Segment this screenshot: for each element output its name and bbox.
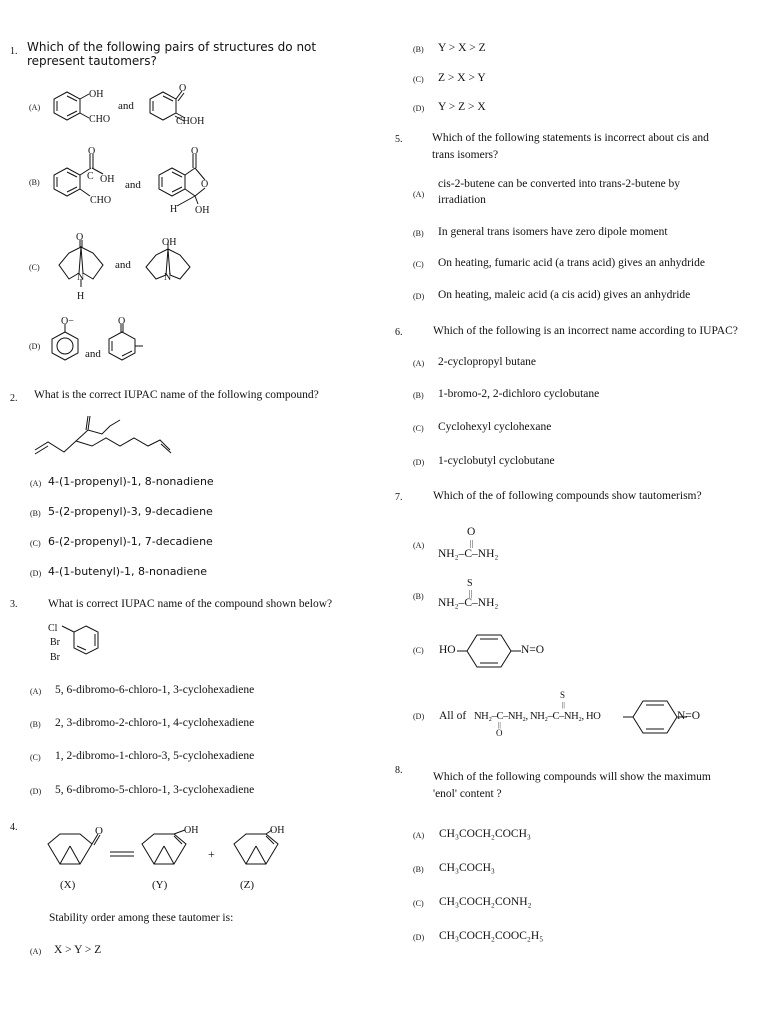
q1c-h: H: [77, 291, 85, 302]
q6-option-b-text: 1-bromo-2, 2-dichloro cyclobutane: [438, 388, 600, 400]
q1-option-a-label: (A): [29, 103, 41, 112]
q7-text: Which of the of following compounds show tautomerism?: [433, 490, 702, 502]
q1-option-d-label: (D): [29, 342, 41, 351]
q6-option-d[interactable]: [413, 455, 753, 471]
q1-option-d-structure: [45, 316, 155, 368]
q6-option-c[interactable]: [413, 421, 753, 437]
q7-option-b-double-bond: ||: [469, 589, 473, 598]
q1c-oh: OH: [162, 237, 177, 248]
q5-option-d[interactable]: [413, 289, 753, 305]
q7-option-c-no: N=O: [521, 644, 545, 656]
q5-option-a-line2: irradiation: [438, 194, 486, 206]
q8-option-a-label: (A): [413, 831, 425, 840]
q3-option-d-text: 5, 6-dibromo-5-chloro-1, 3-cyclohexadiene: [55, 784, 255, 796]
q8-option-a-text: CH₃COCH₂COCH₃: [439, 828, 531, 840]
q7-option-b[interactable]: [413, 578, 613, 616]
q7-option-d-prefix: All of: [439, 710, 467, 722]
q1d-and: and: [85, 348, 101, 360]
q7-option-b-label: (B): [413, 592, 424, 601]
q4-option-a-text: X > Y > Z: [54, 944, 102, 956]
q7-option-d-o-bond: ||: [498, 721, 501, 729]
q3-option-a-label: (A): [30, 687, 42, 696]
q5-option-c-text: On heating, fumaric acid (a trans acid) gives an anhydride: [438, 257, 705, 269]
q2-option-d-text: 4-(1-butenyl)-1, 8-nonadiene: [48, 565, 207, 578]
q1c-n: N: [77, 272, 85, 283]
q1-number: 1.: [10, 46, 18, 57]
q3-option-b-label: (B): [30, 720, 41, 729]
q8-option-d[interactable]: [413, 930, 713, 946]
q1b-oh2: OH: [195, 205, 210, 216]
q1a-and: and: [118, 100, 134, 112]
q8-line2: 'enol' content ?: [433, 788, 502, 800]
q8-option-c-text: CH₃COCH₂CONH₂: [439, 896, 532, 908]
q6-option-a-label: (A): [413, 359, 425, 368]
q7-option-a-double-bond: ||: [470, 539, 474, 548]
q5-option-a-line1: cis-2-butene can be converted into trans-2-butene by: [438, 178, 681, 190]
q1d-o-minus: O−: [61, 316, 74, 327]
q7-option-a[interactable]: [413, 526, 613, 564]
q1b-ring-o: O: [201, 179, 209, 190]
q2-option-c-label: (C): [30, 539, 41, 548]
q1b-h: H: [170, 204, 178, 215]
q2-text: What is the correct IUPAC name of the following compound?: [34, 389, 319, 401]
q1b-cho: CHO: [90, 195, 112, 206]
q4-x-label: (X): [60, 879, 76, 891]
q2-number: 2.: [10, 393, 18, 404]
q5-option-b-text: In general trans isomers have zero dipole moment: [438, 226, 668, 238]
q4-oh1: OH: [184, 825, 199, 836]
q4-y-label: (Y): [152, 879, 168, 891]
q3-option-b-text: 2, 3-dibromo-2-chloro-1, 4-cyclohexadiene: [55, 717, 255, 729]
q1-text: Which of the following pairs of structures do not represent tautomers?: [27, 40, 317, 68]
q7-option-d-s: S: [560, 690, 566, 700]
q4-text: Stability order among these tautomer is:: [49, 912, 234, 924]
q1-option-a-structure: [45, 82, 220, 130]
q6-option-d-label: (D): [413, 458, 425, 467]
q7-number: 7.: [395, 492, 403, 503]
q4-z-label: (Z): [240, 879, 255, 891]
q5-option-b-label: (B): [413, 229, 424, 238]
q1c-n2: N: [164, 272, 172, 283]
q3-number: 3.: [10, 599, 18, 610]
q1b-oh: OH: [100, 174, 115, 185]
q8-option-b-text: CH₃COCH₃: [439, 862, 495, 874]
q5-option-d-text: On heating, maleic acid (a cis acid) gives an anhydride: [438, 289, 691, 301]
q4-o: O: [95, 825, 103, 837]
q7-option-d-label: (D): [413, 712, 425, 721]
q1b-c: C: [87, 171, 94, 182]
q3-option-a-text: 5, 6-dibromo-6-chloro-1, 3-cyclohexadiene: [55, 684, 255, 696]
q2-option-b-text: 5-(2-propenyl)-3, 9-decadiene: [48, 505, 213, 518]
q8-line1: Which of the following compounds will show the maximum: [433, 771, 711, 783]
q4-option-b-text: Y > X > Z: [438, 42, 486, 54]
q1b-and: and: [125, 179, 141, 191]
q5-option-a-label: (A): [413, 190, 425, 199]
q8-option-d-text: CH₃COCH₂COOC₂H₅: [439, 930, 544, 942]
q1-option-b-structure: [45, 146, 220, 221]
q7-option-c[interactable]: [413, 632, 613, 668]
q4-option-c-text: Z > X > Y: [438, 72, 486, 84]
q1-option-c-label: (C): [29, 263, 40, 272]
q3-structure: [48, 620, 118, 668]
q2-option-a-label: (A): [30, 479, 42, 488]
q2-option-b-label: (B): [30, 509, 41, 518]
q2-option-c-text: 6-(2-propenyl)-1, 7-decadiene: [48, 535, 213, 548]
q7-option-c-label: (C): [413, 646, 424, 655]
q3-option-c-label: (C): [30, 753, 41, 762]
q4-option-a[interactable]: [30, 944, 230, 960]
q4-option-c[interactable]: [413, 72, 613, 88]
q4-option-d-label: (D): [413, 104, 425, 113]
q4-plus: +: [208, 847, 215, 861]
q7-option-b-s: S: [467, 578, 473, 589]
q5-option-c[interactable]: [413, 257, 753, 273]
q2-option-a-text: 4-(1-propenyl)-1, 8-nonadiene: [48, 475, 214, 488]
q3-text: What is correct IUPAC name of the compound shown below?: [48, 598, 333, 610]
q4-option-d[interactable]: [413, 101, 613, 117]
q4-number: 4.: [10, 822, 18, 833]
q7-option-d-o: O: [496, 728, 503, 738]
q5-option-c-label: (C): [413, 260, 424, 269]
q6-option-b[interactable]: [413, 388, 753, 404]
q5-option-b[interactable]: [413, 226, 753, 242]
q8-option-c-label: (C): [413, 899, 424, 908]
q7-option-a-label: (A): [413, 541, 425, 550]
q7-option-d-formulas: NH₂–C–NH₂, NH₂–C–NH₂, HO: [474, 711, 601, 722]
q6-text: Which of the following is an incorrect name according to IUPAC?: [433, 325, 738, 337]
q1-option-b-label: (B): [29, 178, 40, 187]
q8-option-d-label: (D): [413, 933, 425, 942]
q4-option-c-label: (C): [413, 75, 424, 84]
q6-option-c-label: (C): [413, 424, 424, 433]
q4-oh2: OH: [270, 825, 285, 836]
q1a-o: O: [179, 83, 187, 94]
q2-structure: [30, 412, 180, 464]
q8-option-b[interactable]: [413, 862, 713, 878]
q1d-o: O: [118, 316, 126, 327]
q1a-cho: CHO: [89, 114, 111, 125]
q4-structure: [40, 822, 300, 894]
q7-option-a-formula: NH₂–C–NH₂: [438, 548, 499, 560]
q5-option-a[interactable]: [413, 178, 753, 212]
q1a-choh: CHOH: [176, 116, 205, 127]
q7-option-d-no: N=O: [677, 710, 701, 722]
q3-option-c-text: 1, 2-dibromo-1-chloro-3, 5-cyclohexadiene: [55, 750, 255, 762]
q2-option-d-label: (D): [30, 569, 42, 578]
q4-option-d-text: Y > Z > X: [438, 101, 486, 113]
q4-option-a-label: (A): [30, 947, 42, 956]
q7-option-c-benzene: [457, 632, 527, 668]
q1-option-c-structure: [45, 232, 220, 307]
q7-option-b-formula: NH₂–C–NH₂: [438, 597, 499, 609]
q3-cl: Cl: [48, 623, 58, 634]
q3-option-d-label: (D): [30, 787, 42, 796]
q3-br1: Br: [50, 637, 60, 648]
q5-option-d-label: (D): [413, 292, 425, 301]
q6-option-a-text: 2-cyclopropyl butane: [438, 356, 537, 368]
q1b-o2: O: [191, 146, 199, 157]
q7-option-c-ho: HO: [439, 644, 456, 656]
q5-line2: trans isomers?: [432, 149, 499, 161]
q1c-and: and: [115, 259, 131, 271]
q8-option-a[interactable]: [413, 828, 713, 844]
q1b-o1: O: [88, 146, 96, 157]
q6-number: 6.: [395, 327, 403, 338]
q3-br2: Br: [50, 652, 60, 663]
q7-option-d[interactable]: [413, 690, 733, 742]
q6-option-d-text: 1-cyclobutyl cyclobutane: [438, 455, 555, 467]
q7-option-a-o: O: [467, 526, 476, 538]
q8-option-c[interactable]: [413, 896, 713, 912]
q1a-oh: OH: [89, 89, 104, 100]
q1c-o: O: [76, 232, 84, 243]
q4-option-b-label: (B): [413, 45, 424, 54]
q6-option-b-label: (B): [413, 391, 424, 400]
q7-option-d-s-bond: ||: [562, 701, 565, 709]
q5-number: 5.: [395, 134, 403, 145]
q6-option-a[interactable]: [413, 356, 753, 372]
q8-number: 8.: [395, 765, 403, 776]
q6-option-c-text: Cyclohexyl cyclohexane: [438, 421, 552, 433]
q4-option-b[interactable]: [413, 42, 613, 58]
q5-line1: Which of the following statements is incorrect about cis and: [432, 132, 709, 144]
q8-option-b-label: (B): [413, 865, 424, 874]
